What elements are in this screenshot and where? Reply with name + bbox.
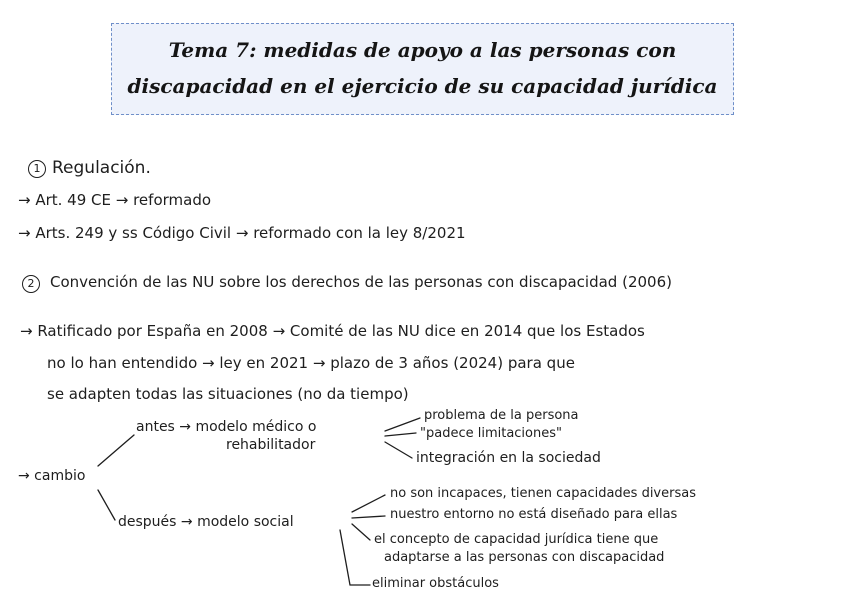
connector-antes-item-1 bbox=[385, 418, 420, 431]
connector-despues-eliminar bbox=[340, 530, 370, 585]
connector-antes-item-3 bbox=[385, 442, 412, 458]
title-line-2: discapacidad en el ejercicio de su capacidad jurídica bbox=[127, 74, 718, 98]
section-1-item-2: → Arts. 249 y ss Código Civil → reformado con la ley 8/2021 bbox=[18, 224, 466, 242]
connector-antes-item-2 bbox=[385, 433, 416, 436]
section-1-number: 1 bbox=[28, 160, 46, 178]
title-line-1: Tema 7: medidas de apoyo a las personas con bbox=[168, 38, 677, 62]
section-1-heading: Regulación. bbox=[52, 158, 151, 178]
connector-cambio-antes bbox=[98, 435, 134, 466]
diagram-eliminar: eliminar obstáculos bbox=[372, 576, 499, 591]
diagram-antes-item-1: problema de la persona bbox=[424, 408, 579, 423]
connector-despues-item-1 bbox=[352, 495, 385, 512]
diagram-root-cambio: → cambio bbox=[18, 468, 86, 484]
diagram-despues: después → modelo social bbox=[118, 514, 294, 530]
section-2-paragraph-line-2: no lo han entendido → ley en 2021 → plazo de 3 años (2024) para que bbox=[47, 354, 575, 372]
section-2-paragraph-line-1: → Ratificado por España en 2008 → Comité de las NU dice en 2014 que los Estados bbox=[20, 322, 645, 340]
diagram-despues-item-3-line-2: adaptarse a las personas con discapacidad bbox=[384, 550, 665, 565]
section-2-paragraph-line-3: se adapten todas las situaciones (no da tiempo) bbox=[47, 385, 409, 403]
diagram-antes-cont: rehabilitador bbox=[226, 437, 316, 453]
section-1-item-1: → Art. 49 CE → reformado bbox=[18, 191, 212, 209]
diagram-despues-item-1: no son incapaces, tienen capacidades diversas bbox=[390, 486, 696, 501]
connector-cambio-despues bbox=[98, 490, 115, 520]
diagram-antes: antes → modelo médico o bbox=[136, 419, 317, 435]
connector-despues-item-3 bbox=[352, 524, 370, 540]
diagram-antes-item-2: "padece limitaciones" bbox=[420, 426, 562, 441]
diagram-antes-item-3: integración en la sociedad bbox=[416, 450, 601, 466]
section-2-heading: Convención de las NU sobre los derechos de las personas con discapacidad (2006) bbox=[50, 273, 672, 291]
connector-despues-item-2 bbox=[352, 516, 385, 518]
diagram-despues-item-3-line-1: el concepto de capacidad jurídica tiene que bbox=[374, 532, 659, 547]
section-2-number: 2 bbox=[22, 275, 40, 293]
diagram-despues-item-2: nuestro entorno no está diseñado para ellas bbox=[390, 507, 678, 522]
